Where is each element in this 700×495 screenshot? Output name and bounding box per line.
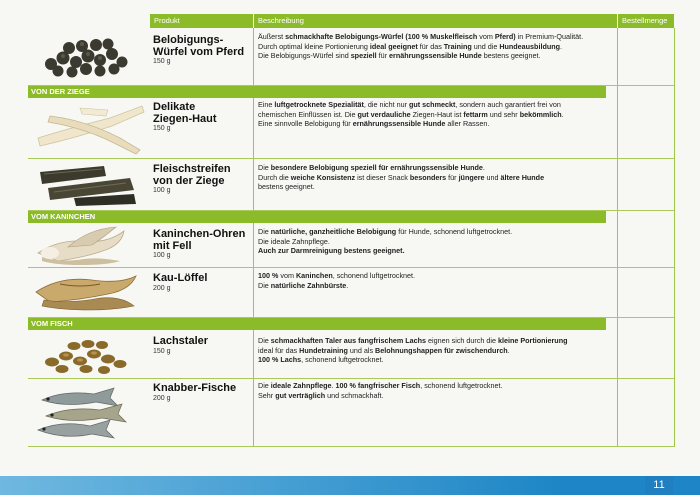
product-description xyxy=(258,100,608,129)
description-text: Äußerst xyxy=(258,32,286,41)
bestellmenge-cell[interactable] xyxy=(618,159,674,210)
description-text: vom xyxy=(477,32,495,41)
product-weight-ziegen-haut: 150 g xyxy=(153,125,171,132)
description-emphasis: ernährungssensible Hunde xyxy=(389,51,482,60)
description-text: für xyxy=(376,51,390,60)
product-image-kaninchen-ohren xyxy=(28,223,138,267)
column-divider xyxy=(674,28,675,447)
row-divider xyxy=(28,378,674,379)
description-text: Die xyxy=(258,227,271,236)
description-text: Die xyxy=(258,381,271,390)
description-emphasis: 100 % xyxy=(258,271,279,280)
product-name-knabber-fische: Knabber-Fische xyxy=(153,382,237,394)
bestellmenge-cell[interactable] xyxy=(618,379,674,446)
product-image-ziegen-haut xyxy=(30,98,150,156)
description-text: , schonend luftgetrocknet. xyxy=(301,355,384,364)
description-text: für Hunde, schonend luftgetrocknet. xyxy=(396,227,513,236)
bestellmenge-cell[interactable] xyxy=(618,99,674,158)
bestellmenge-cell[interactable] xyxy=(618,224,674,267)
description-emphasis: fettarm xyxy=(463,109,488,119)
description-text: eignen sich durch die xyxy=(426,336,498,345)
header-beschreibung: Beschreibung xyxy=(254,14,617,28)
description-text: und schmackhaft. xyxy=(325,390,384,400)
product-weight-kaninchen-ohren: 100 g xyxy=(153,252,171,259)
description-text: Die Belobigungs-Würfel sind xyxy=(258,51,351,60)
product-description xyxy=(258,163,608,192)
description-emphasis: natürliche, ganzheitliche Belobigung xyxy=(270,227,397,236)
description-emphasis: schmackhaften Taler aus fangfrischem Lachs xyxy=(270,336,427,345)
product-name-pferd: Belobigungs- Würfel vom Pferd xyxy=(153,34,245,58)
description-text: aller Rassen. xyxy=(445,119,490,128)
description-text: und sehr xyxy=(487,109,520,119)
description-text: Die xyxy=(258,336,271,345)
product-image-knabber-fische xyxy=(34,382,138,442)
description-emphasis: Kaninchen xyxy=(295,271,333,280)
description-emphasis: ideale Zahnpflege xyxy=(270,381,332,390)
product-description xyxy=(258,227,608,256)
header-bestellmenge: Bestellmenge xyxy=(618,14,674,28)
description-text: Durch optimal kleine Portionierung xyxy=(258,41,370,51)
bestellmenge-cell[interactable] xyxy=(618,268,674,317)
description-text: , die nicht nur xyxy=(363,100,410,109)
product-weight-pferd: 150 g xyxy=(153,58,171,65)
description-text: Sehr xyxy=(258,390,276,400)
description-text: . xyxy=(507,345,510,355)
product-description xyxy=(258,336,608,365)
description-text: , schonend luftgetrocknet. xyxy=(420,381,503,390)
description-emphasis: bekömmlich xyxy=(519,109,562,119)
product-weight-kau-loeffel: 200 g xyxy=(153,285,171,292)
category-fisch: VOM FISCH xyxy=(28,318,606,330)
description-text: . xyxy=(482,163,485,172)
description-text: . xyxy=(331,381,336,390)
description-emphasis: Hundetraining xyxy=(299,345,348,355)
description-emphasis: jüngere xyxy=(458,172,485,182)
bestellmenge-cell[interactable] xyxy=(618,331,674,378)
row-divider xyxy=(28,446,674,447)
description-text: und die xyxy=(471,41,500,51)
product-name-fleischstreifen: Fleischstreifen von der Ziege xyxy=(153,163,231,187)
description-text: Die ideale Zahnpflege. xyxy=(258,236,330,246)
product-description xyxy=(258,381,608,400)
description-emphasis: besonders xyxy=(409,172,447,182)
description-emphasis: ältere Hunde xyxy=(500,172,545,182)
product-weight-lachstaler: 150 g xyxy=(153,348,171,355)
description-emphasis: kleine Portionierung xyxy=(497,336,568,345)
product-image-kau-loeffel xyxy=(30,270,142,316)
description-text: . xyxy=(560,41,563,51)
description-emphasis: besondere Belobigung speziell für ernährungssensible Hunde xyxy=(270,163,483,172)
description-emphasis: gut schmeckt xyxy=(409,100,456,109)
description-emphasis: Training xyxy=(443,41,472,51)
description-emphasis: ideal geeignet xyxy=(369,41,418,51)
product-image-lachstaler xyxy=(38,334,134,376)
description-emphasis: gut verdauliche xyxy=(357,109,411,119)
description-text: chemischen Einflüssen ist. Die xyxy=(258,109,358,119)
product-description xyxy=(258,32,608,61)
description-text: für das xyxy=(417,41,444,51)
description-text: , schonend luftgetrocknet. xyxy=(332,271,416,280)
description-text: Durch die xyxy=(258,172,291,182)
description-text: bestens geeignet. xyxy=(258,182,315,191)
description-emphasis: 100 % fangfrischer Fisch xyxy=(335,381,421,390)
row-divider xyxy=(28,267,674,268)
product-weight-knabber-fische: 200 g xyxy=(153,395,171,402)
description-emphasis: gut verträglich xyxy=(275,390,326,400)
description-emphasis: natürliche Zahnbürste xyxy=(270,280,347,290)
description-text: Eine xyxy=(258,100,275,109)
description-text: in Premium-Qualität. xyxy=(515,32,584,41)
product-weight-fleischstreifen: 100 g xyxy=(153,187,171,194)
page-number: 11 xyxy=(645,476,673,495)
description-emphasis: Hundeausbildung xyxy=(499,41,561,51)
product-image-pferd-wuerfel xyxy=(36,34,136,80)
description-emphasis: speziell xyxy=(350,51,377,60)
description-text: ideal für das xyxy=(258,345,300,355)
description-emphasis: schmackhafte Belobigungs-Würfel (100 % Muskelfleisch xyxy=(285,32,478,41)
category-ziege: VON DER ZIEGE xyxy=(28,86,606,98)
description-emphasis: Pferd) xyxy=(494,32,516,41)
row-divider xyxy=(28,158,674,159)
description-emphasis: ernährungssensible Hunde xyxy=(352,119,446,128)
bestellmenge-cell[interactable] xyxy=(618,29,674,85)
description-text: Die xyxy=(258,163,271,172)
product-description xyxy=(258,271,608,290)
description-text: und xyxy=(484,172,501,182)
description-emphasis: Belohnungshappen für zwischendurch xyxy=(375,345,508,355)
description-emphasis: weiche Konsistenz xyxy=(290,172,356,182)
product-image-fleischstreifen xyxy=(34,162,144,208)
product-name-kau-loeffel: Kau-Löffel xyxy=(153,272,208,284)
description-text: Die xyxy=(258,280,271,290)
description-emphasis: Auch zur Darmreinigung bestens geeignet. xyxy=(258,246,405,255)
description-text: und als xyxy=(347,345,376,355)
description-text: . xyxy=(346,280,349,290)
description-text: Eine sinnvolle Belobigung für xyxy=(258,119,353,128)
description-emphasis: luftgetrocknete Spezialität xyxy=(274,100,364,109)
product-name-ziegen-haut: Delikate Ziegen-Haut xyxy=(153,101,217,125)
description-text: ist dieser Snack xyxy=(355,172,410,182)
description-text: bestens geeignet. xyxy=(481,51,541,60)
description-text: . xyxy=(561,109,564,119)
header-produkt: Produkt xyxy=(150,14,253,28)
description-text: vom xyxy=(278,271,296,280)
footer-bar xyxy=(0,476,700,495)
description-emphasis: 100 % Lachs xyxy=(258,355,302,364)
description-text: Ziegen-Haut ist xyxy=(410,109,464,119)
product-name-lachstaler: Lachstaler xyxy=(153,335,209,347)
product-name-kaninchen-ohren: Kaninchen-Ohren mit Fell xyxy=(153,228,246,252)
description-text: für xyxy=(446,172,459,182)
description-text: , sondern auch garantiert frei von xyxy=(455,100,561,109)
category-kaninchen: VOM KANINCHEN xyxy=(28,211,606,223)
